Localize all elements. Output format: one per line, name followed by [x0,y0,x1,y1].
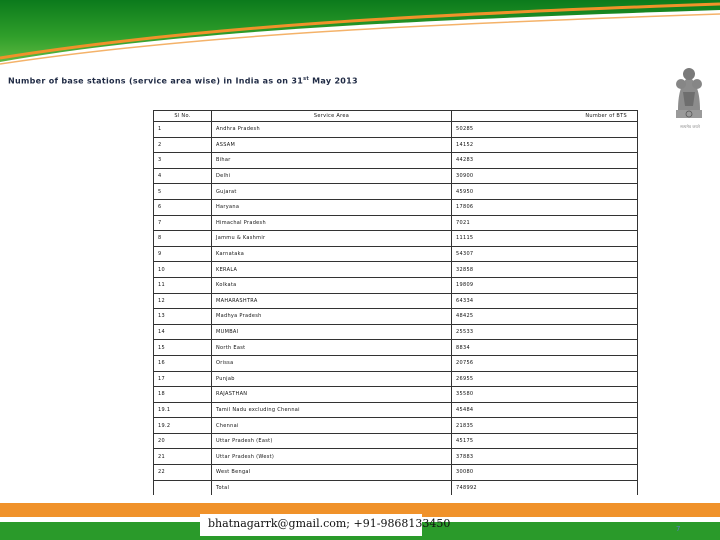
cell-bts-count: 45175 [452,433,638,449]
cell-bts-count: 7021 [452,215,638,231]
emblem-caption: सत्यमेव जयते [680,124,700,129]
cell-sl-no: 6 [154,199,212,215]
cell-sl-no: 3 [154,153,212,169]
table-row [154,387,638,403]
table-row [154,449,638,465]
cell-service-area: MUMBAI [212,324,452,340]
cell-bts-count: 37883 [452,449,638,465]
cell-sl-no: 9 [154,246,212,262]
cell-service-area: Andhra Pradesh [212,122,452,138]
cell-service-area: Tamil Nadu excluding Chennai [212,402,452,418]
table-row [154,324,638,340]
cell-bts-count: 20756 [452,355,638,371]
national-emblem-icon [668,62,710,124]
cell-bts-count: 17806 [452,199,638,215]
cell-service-area: RAJASTHAN [212,387,452,403]
cell-service-area: Himachal Pradesh [212,215,452,231]
cell-service-area: Punjab [212,371,452,387]
cell-bts-count: 14152 [452,137,638,153]
cell-bts-count: 8834 [452,340,638,356]
cell-sl-no: 11 [154,277,212,293]
cell-sl-no: 21 [154,449,212,465]
cell-service-area: Orissa [212,355,452,371]
table-row [154,246,638,262]
cell-bts-count: 19809 [452,277,638,293]
cell-service-area: North East [212,340,452,356]
cell-bts-count: 11115 [452,231,638,247]
cell-sl-no: 5 [154,184,212,200]
cell-sl-no: 20 [154,433,212,449]
cell-service-area: Chennai [212,418,452,434]
cell-total-label: Total [212,480,452,495]
cell-sl-no: 4 [154,168,212,184]
cell-sl-no: 7 [154,215,212,231]
cell-sl-no: 22 [154,465,212,481]
table-row [154,231,638,247]
cell-bts-count: 25533 [452,324,638,340]
cell-bts-count: 45950 [452,184,638,200]
cell-sl-no: 14 [154,324,212,340]
cell-service-area: Uttar Pradesh (West) [212,449,452,465]
table-row [154,153,638,169]
table-row [154,122,638,138]
cell-sl-no: 12 [154,293,212,309]
cell-service-area: MAHARASHTRA [212,293,452,309]
table-row [154,309,638,325]
table-row [154,293,638,309]
cell-service-area: West Bengal [212,465,452,481]
page-title-prefix: Number of base stations (service area wise) in India as on 31 [8,76,304,86]
cell-service-area: Karnataka [212,246,452,262]
bts-table [153,110,638,495]
cell-bts-count: 35580 [452,387,638,403]
cell-service-area: Uttar Pradesh (East) [212,433,452,449]
cell-sl-no: 17 [154,371,212,387]
cell-service-area: KERALA [212,262,452,278]
table-row [154,137,638,153]
footer-contact: bhatnagarrk@gmail.com; +91-9868133450 [208,517,451,530]
page-title-suffix: May 2013 [309,76,358,86]
header-bts-count: Number of BTS [452,111,638,122]
cell-sl-no: 2 [154,137,212,153]
table-row [154,277,638,293]
cell-sl-no: 19.1 [154,402,212,418]
cell-service-area: Madhya Pradesh [212,309,452,325]
cell-service-area: Bihar [212,153,452,169]
table-row [154,199,638,215]
cell-sl-no: 8 [154,231,212,247]
table-row [154,168,638,184]
table-row [154,340,638,356]
table-row [154,371,638,387]
cell-service-area: Kolkata [212,277,452,293]
cell-bts-count: 64334 [452,293,638,309]
cell-sl-no: 18 [154,387,212,403]
table-row [154,355,638,371]
cell-total-value: 748992 [452,480,638,495]
cell-bts-count: 21835 [452,418,638,434]
cell-sl-no: 19.2 [154,418,212,434]
header-swoosh [0,0,720,72]
cell-bts-count: 50285 [452,122,638,138]
cell-total-empty [154,480,212,495]
page-number: 7 [676,525,681,533]
cell-bts-count: 45484 [452,402,638,418]
table-row [154,418,638,434]
cell-service-area: Haryana [212,199,452,215]
cell-bts-count: 26955 [452,371,638,387]
page-title-sup: st [303,76,310,82]
cell-bts-count: 30080 [452,465,638,481]
cell-sl-no: 13 [154,309,212,325]
cell-sl-no: 1 [154,122,212,138]
cell-sl-no: 15 [154,340,212,356]
cell-sl-no: 10 [154,262,212,278]
table-row [154,433,638,449]
header-sl-no: Sl No. [154,111,212,122]
header-service-area: Service Area [212,111,452,122]
cell-service-area: Jammu & Kashmir [212,231,452,247]
page-title [8,76,358,86]
cell-bts-count: 48425 [452,309,638,325]
table-row [154,184,638,200]
cell-service-area: Gujarat [212,184,452,200]
cell-bts-count: 32858 [452,262,638,278]
header-band [0,0,720,72]
table-header-row [154,111,638,122]
table-row [154,465,638,481]
table-row [154,262,638,278]
cell-bts-count: 30900 [452,168,638,184]
cell-sl-no: 16 [154,355,212,371]
cell-service-area: ASSAM [212,137,452,153]
table-row [154,215,638,231]
table-row [154,402,638,418]
cell-bts-count: 44283 [452,153,638,169]
table-total-row [154,480,638,495]
cell-service-area: Delhi [212,168,452,184]
cell-bts-count: 54307 [452,246,638,262]
